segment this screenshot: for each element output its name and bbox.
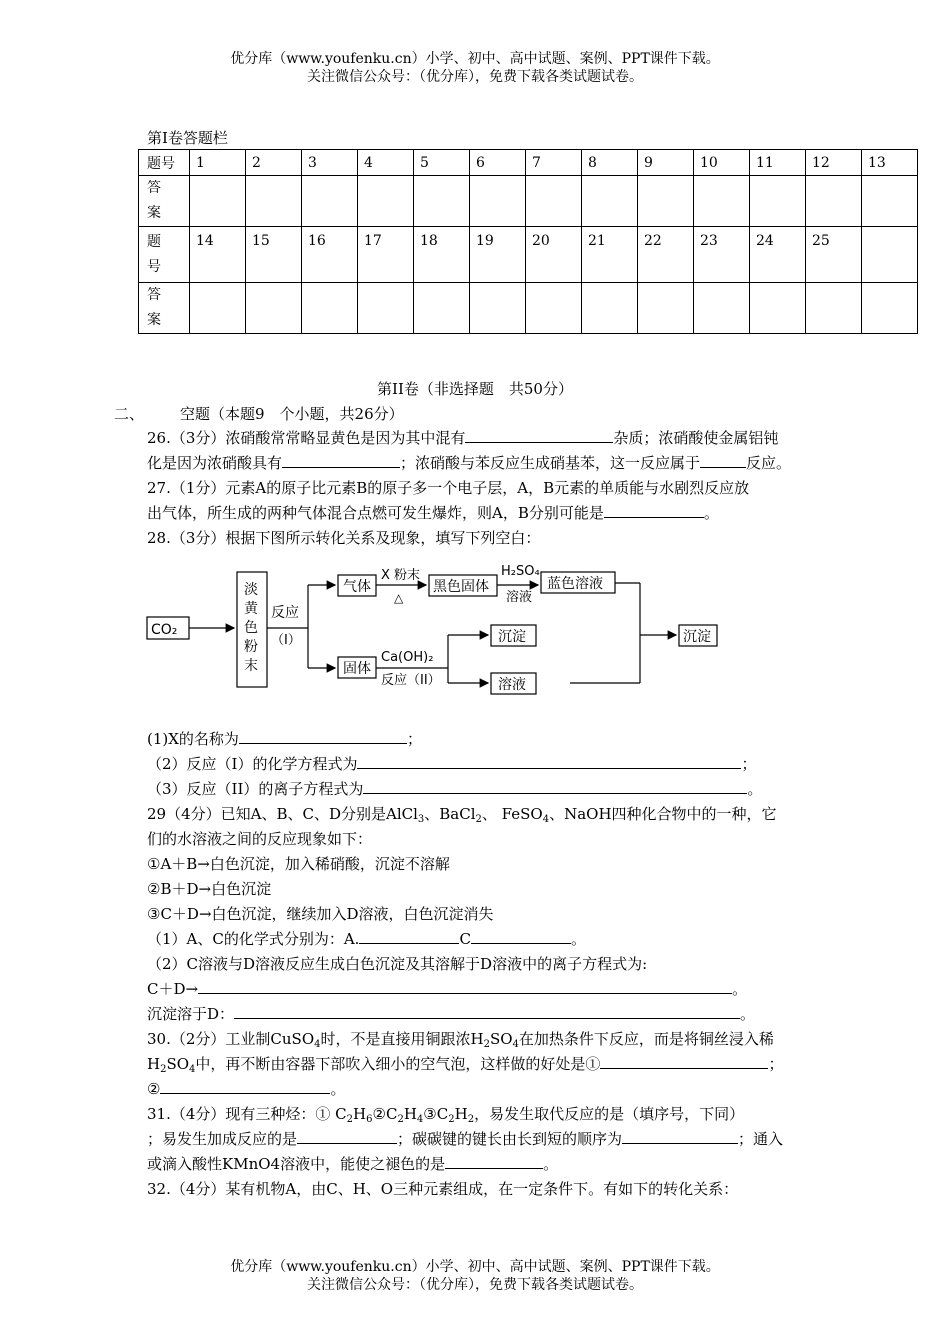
q30-line-1: 30.（2分）工业制CuSO$_4$时，不是直接用铜跟浓$H_2SO_4$在加热条件下反应，而是将铜丝浸入稀	[147, 1030, 774, 1050]
answer-blank[interactable]	[160, 1079, 330, 1094]
answer-cell[interactable]	[526, 176, 582, 227]
answer-blank[interactable]	[234, 1004, 740, 1019]
q29-part-1: （1）A、C的化学式分别为：A. C 。	[147, 930, 586, 948]
answer-blank[interactable]	[700, 453, 746, 468]
answer-blank[interactable]	[198, 979, 732, 994]
table-cell: 6	[470, 150, 526, 176]
answer-cell[interactable]	[638, 176, 694, 227]
q29-reaction-2: ②B＋D→白色沉淀	[147, 880, 272, 898]
table-cell: 1	[190, 150, 246, 176]
powder-char: 淡	[244, 582, 258, 598]
section-heading-number: 二、	[114, 405, 145, 423]
answer-cell[interactable]	[358, 176, 414, 227]
table-row	[139, 283, 918, 334]
table-cell: 18	[414, 227, 470, 283]
answer-cell[interactable]	[470, 283, 526, 334]
q29-line-2: 们的水溶液之间的反应现象如下：	[147, 830, 373, 848]
q31-line-1: 31.（4分）现有三种烃：① $C_2H_6②C_2H_4③C_2H_2$，易发生取代反应的是（填序号，下同）	[147, 1105, 745, 1125]
h2so4-label: H₂SO₄	[501, 564, 540, 579]
powder-char: 色	[244, 620, 258, 636]
answer-cell[interactable]	[862, 176, 918, 227]
table-cell: 16	[302, 227, 358, 283]
answer-cell[interactable]	[526, 283, 582, 334]
q30-line-3: ② 。	[147, 1080, 346, 1098]
blue-solution-label: 蓝色溶液	[547, 576, 603, 592]
conversion-diagram	[140, 555, 730, 695]
answer-cell[interactable]	[302, 283, 358, 334]
section-title: 第II卷（非选择题 共50分）	[377, 380, 573, 398]
table-row	[139, 150, 918, 176]
powder-char: 粉	[244, 639, 258, 655]
table-cell: 14	[190, 227, 246, 283]
answer-cell[interactable]	[582, 176, 638, 227]
row-label: 案	[147, 312, 161, 328]
table-row	[139, 227, 918, 283]
row-label: 号	[147, 258, 161, 275]
table-cell	[139, 227, 190, 283]
table-cell: 19	[470, 227, 526, 283]
table-cell: 20	[526, 227, 582, 283]
table-cell: 24	[750, 227, 806, 283]
powder-char: 末	[244, 658, 258, 674]
footer-line-2: 关注微信公众号：（优分库），免费下载各类试题试卷。	[307, 1277, 643, 1293]
reaction-1-number: （I）	[271, 633, 301, 648]
answer-cell[interactable]	[750, 176, 806, 227]
table-cell: 17	[358, 227, 414, 283]
answer-cell[interactable]	[190, 176, 246, 227]
q29-line-1: 29（4分）已知A、B、C、D分别是AlCl$_3$、BaCl$_2$、 FeSO$_4$、NaOH四种化合物中的一种，它	[147, 805, 777, 825]
answer-sheet-title: 第I卷答题栏	[147, 129, 228, 147]
answer-cell[interactable]	[806, 283, 862, 334]
answer-blank[interactable]	[471, 929, 571, 944]
precipitate-label: 沉淀	[498, 629, 526, 645]
answer-blank[interactable]	[282, 453, 400, 468]
answer-blank[interactable]	[239, 729, 407, 744]
table-cell: 10	[694, 150, 750, 176]
answer-blank[interactable]	[363, 779, 747, 794]
answer-blank[interactable]	[622, 1129, 738, 1144]
q31-line-2: ；易发生加成反应的是 ；碳碳键的键长由长到短的顺序为 ；通入	[147, 1130, 784, 1148]
answer-cell[interactable]	[246, 283, 302, 334]
q29-part-2: （2）C溶液与D溶液反应生成白色沉淀及其溶解于D溶液中的离子方程式为:	[147, 955, 648, 973]
q31-line-3: 或滴入酸性KMnO4溶液中，能使之褪色的是 。	[147, 1155, 559, 1173]
q28-part-3: （3）反应（II）的离子方程式为 。	[147, 780, 763, 798]
table-cell: 22	[638, 227, 694, 283]
powder-char: 黄	[244, 601, 258, 617]
section-heading: 空题（本题9 个小题，共26分）	[180, 405, 404, 423]
answer-cell[interactable]	[190, 283, 246, 334]
table-cell: 题号	[139, 150, 190, 176]
header-line-2: 关注微信公众号：（优分库），免费下载各类试题试卷。	[307, 69, 643, 85]
answer-table	[138, 149, 918, 334]
table-cell: 7	[526, 150, 582, 176]
q26-line-1: 26.（3分）浓硝酸常常略显黄色是因为其中混有 杂质；浓硝酸使金属铝钝	[147, 429, 779, 447]
caoh2-label: Ca(OH)₂	[381, 650, 434, 665]
reaction-1-label: 反应	[271, 605, 299, 621]
answer-cell[interactable]	[694, 283, 750, 334]
answer-cell[interactable]	[582, 283, 638, 334]
solution-condition-label: 溶液	[506, 590, 533, 605]
answer-blank[interactable]	[604, 503, 704, 518]
table-cell: 2	[246, 150, 302, 176]
answer-cell[interactable]	[414, 283, 470, 334]
q29-part-3: C＋D→ 。	[147, 980, 748, 998]
answer-cell[interactable]	[302, 176, 358, 227]
table-cell: 25	[806, 227, 862, 283]
header-line-1: 优分库（www.youfenku.cn）小学、初中、高中试题、案例、PPT课件下载。	[230, 51, 720, 67]
q28-part-1: (1)X的名称为 ；	[147, 730, 422, 748]
answer-blank[interactable]	[445, 1154, 543, 1169]
table-cell: 3	[302, 150, 358, 176]
table-cell: 23	[694, 227, 750, 283]
table-cell: 12	[806, 150, 862, 176]
answer-cell[interactable]	[246, 176, 302, 227]
answer-blank[interactable]	[297, 1129, 397, 1144]
heat-symbol: △	[394, 591, 404, 605]
solid-label: 固体	[343, 661, 371, 677]
final-precipitate-label: 沉淀	[683, 629, 711, 645]
q26-line-2: 化是因为浓硝酸具有 ；浓硝酸与苯反应生成硝基苯，这一反应属于 反应。	[147, 454, 792, 472]
answer-blank[interactable]	[357, 754, 741, 769]
x-powder-label: X 粉末	[381, 568, 421, 583]
answer-cell[interactable]	[862, 283, 918, 334]
table-cell: 5	[414, 150, 470, 176]
answer-cell[interactable]	[750, 283, 806, 334]
table-cell: 9	[638, 150, 694, 176]
table-row	[139, 176, 918, 227]
gas-label: 气体	[343, 579, 371, 595]
row-label: 答	[147, 180, 161, 196]
q29-reaction-1: ①A＋B→白色沉淀，加入稀硝酸，沉淀不溶解	[147, 855, 450, 873]
q28-line-1: 28.（3分）根据下图所示转化关系及现象，填写下列空白：	[147, 529, 541, 547]
q29-reaction-3: ③C＋D→白色沉淀，继续加入D溶液，白色沉淀消失	[147, 905, 494, 923]
q30-line-2: $H_2SO_4$中，再不断由容器下部吹入细小的空气泡，这样做的好处是① ；	[147, 1055, 784, 1075]
answer-cell[interactable]	[470, 176, 526, 227]
answer-blank[interactable]	[465, 428, 613, 443]
table-cell: 8	[582, 150, 638, 176]
table-cell	[139, 283, 190, 334]
footer-line-1: 优分库（www.youfenku.cn）小学、初中、高中试题、案例、PPT课件下载。	[230, 1259, 720, 1275]
q27-line-2: 出气体，所生成的两种气体混合点燃可发生爆炸，则A，B分别可能是 。	[147, 504, 719, 522]
answer-cell[interactable]	[414, 176, 470, 227]
answer-blank[interactable]	[359, 929, 459, 944]
row-label: 答	[147, 287, 161, 303]
answer-blank[interactable]	[600, 1054, 768, 1069]
black-solid-label: 黑色固体	[433, 579, 489, 595]
row-label: 案	[147, 205, 161, 221]
table-cell: 13	[862, 150, 918, 176]
table-cell: 21	[582, 227, 638, 283]
table-cell	[139, 176, 190, 227]
q27-line-1: 27.（1分）元素A的原子比元素B的原子多一个电子层，A，B元素的单质能与水剧烈反应放	[147, 479, 750, 497]
answer-cell[interactable]	[638, 283, 694, 334]
q29-part-4: 沉淀溶于D： 。	[147, 1005, 756, 1023]
q32-line-1: 32.（4分）某有机物A，由C、H、O三种元素组成，在一定条件下。有如下的转化关系：	[147, 1180, 739, 1198]
table-cell: 15	[246, 227, 302, 283]
answer-cell[interactable]	[358, 283, 414, 334]
table-cell: 4	[358, 150, 414, 176]
answer-cell[interactable]	[806, 176, 862, 227]
table-cell	[862, 227, 918, 283]
table-cell: 11	[750, 150, 806, 176]
co2-label: CO₂	[151, 622, 178, 638]
answer-cell[interactable]	[694, 176, 750, 227]
q28-part-2: （2）反应（I）的化学方程式为 ；	[147, 755, 757, 773]
solution-box-label: 溶液	[498, 677, 526, 693]
row-label: 题	[147, 233, 161, 250]
reaction-2-label: 反应（II）	[381, 673, 441, 688]
